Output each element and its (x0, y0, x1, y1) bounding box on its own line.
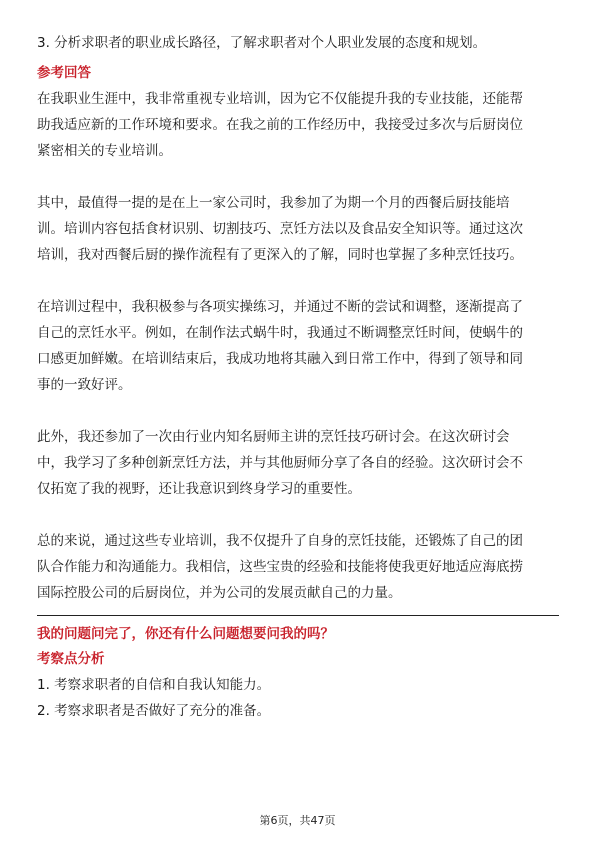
answer-line: 助我适应新的工作环境和要求。在我之前的工作经历中，我接受过多次与后厨岗位 (37, 117, 523, 133)
analysis-item: 1. 考察求职者的自信和自我认知能力。 (37, 677, 271, 693)
answer-line: 紧密相关的专业培训。 (37, 143, 172, 159)
answer-line: 中，我学习了多种创新烹饪方法，并与其他厨师分享了各自的经验。这次研讨会不 (37, 455, 523, 471)
answer-paragraph (37, 190, 559, 268)
answer-line: 此外，我还参加了一次由行业内知名厨师主讲的烹饪技巧研讨会。在这次研讨会 (37, 429, 510, 445)
answer-line: 自己的烹饪水平。例如，在制作法式蜗牛时，我通过不断调整烹饪时间，使蜗牛的 (37, 325, 523, 341)
answer-line: 国际控股公司的后厨岗位，并为公司的发展贡献自己的力量。 (37, 585, 402, 601)
answer-line: 口感更加鲜嫩。在培训结束后，我成功地将其融入到日常工作中，得到了领导和同 (37, 351, 523, 367)
answer-paragraph (37, 294, 559, 398)
answer-paragraph (37, 424, 559, 502)
analysis-item: 2. 考察求职者是否做好了充分的准备。 (37, 703, 271, 719)
answer-line: 培训，我对西餐后厨的操作流程有了更深入的了解，同时也掌握了多种烹饪技巧。 (37, 247, 523, 263)
analysis-heading: 考察点分析 (37, 651, 105, 667)
answer-line: 事的一致好评。 (37, 377, 132, 393)
analysis-item-3: 3. 分析求职者的职业成长路径，了解求职者对个人职业发展的态度和规划。 (37, 35, 487, 51)
answer-line: 队合作能力和沟通能力。我相信，这些宝贵的经验和技能将使我更好地适应海底捞 (37, 559, 523, 575)
page-content (37, 30, 559, 724)
page-number: 第6页，共47页 (259, 814, 336, 827)
answer-line: 总的来说，通过这些专业培训，我不仅提升了自身的烹饪技能，还锻炼了自己的团 (37, 533, 523, 549)
answer-line: 在我职业生涯中，我非常重视专业培训，因为它不仅能提升我的专业技能，还能帮 (37, 91, 523, 107)
answer-heading: 参考回答 (37, 65, 91, 81)
answer-line: 训。培训内容包括食材识别、切割技巧、烹饪方法以及食品安全知识等。通过这次 (37, 221, 523, 237)
answer-line: 其中，最值得一提的是在上一家公司时，我参加了为期一个月的西餐后厨技能培 (37, 195, 510, 211)
interview-question: 我的问题问完了，你还有什么问题想要问我的吗？ (37, 626, 334, 642)
answer-line: 仅拓宽了我的视野，还让我意识到终身学习的重要性。 (37, 481, 361, 497)
answer-paragraph (37, 86, 559, 164)
answer-paragraph (37, 528, 559, 606)
section-divider (37, 615, 559, 616)
answer-line: 在培训过程中，我积极参与各项实操练习，并通过不断的尝试和调整，逐渐提高了 (37, 299, 523, 315)
